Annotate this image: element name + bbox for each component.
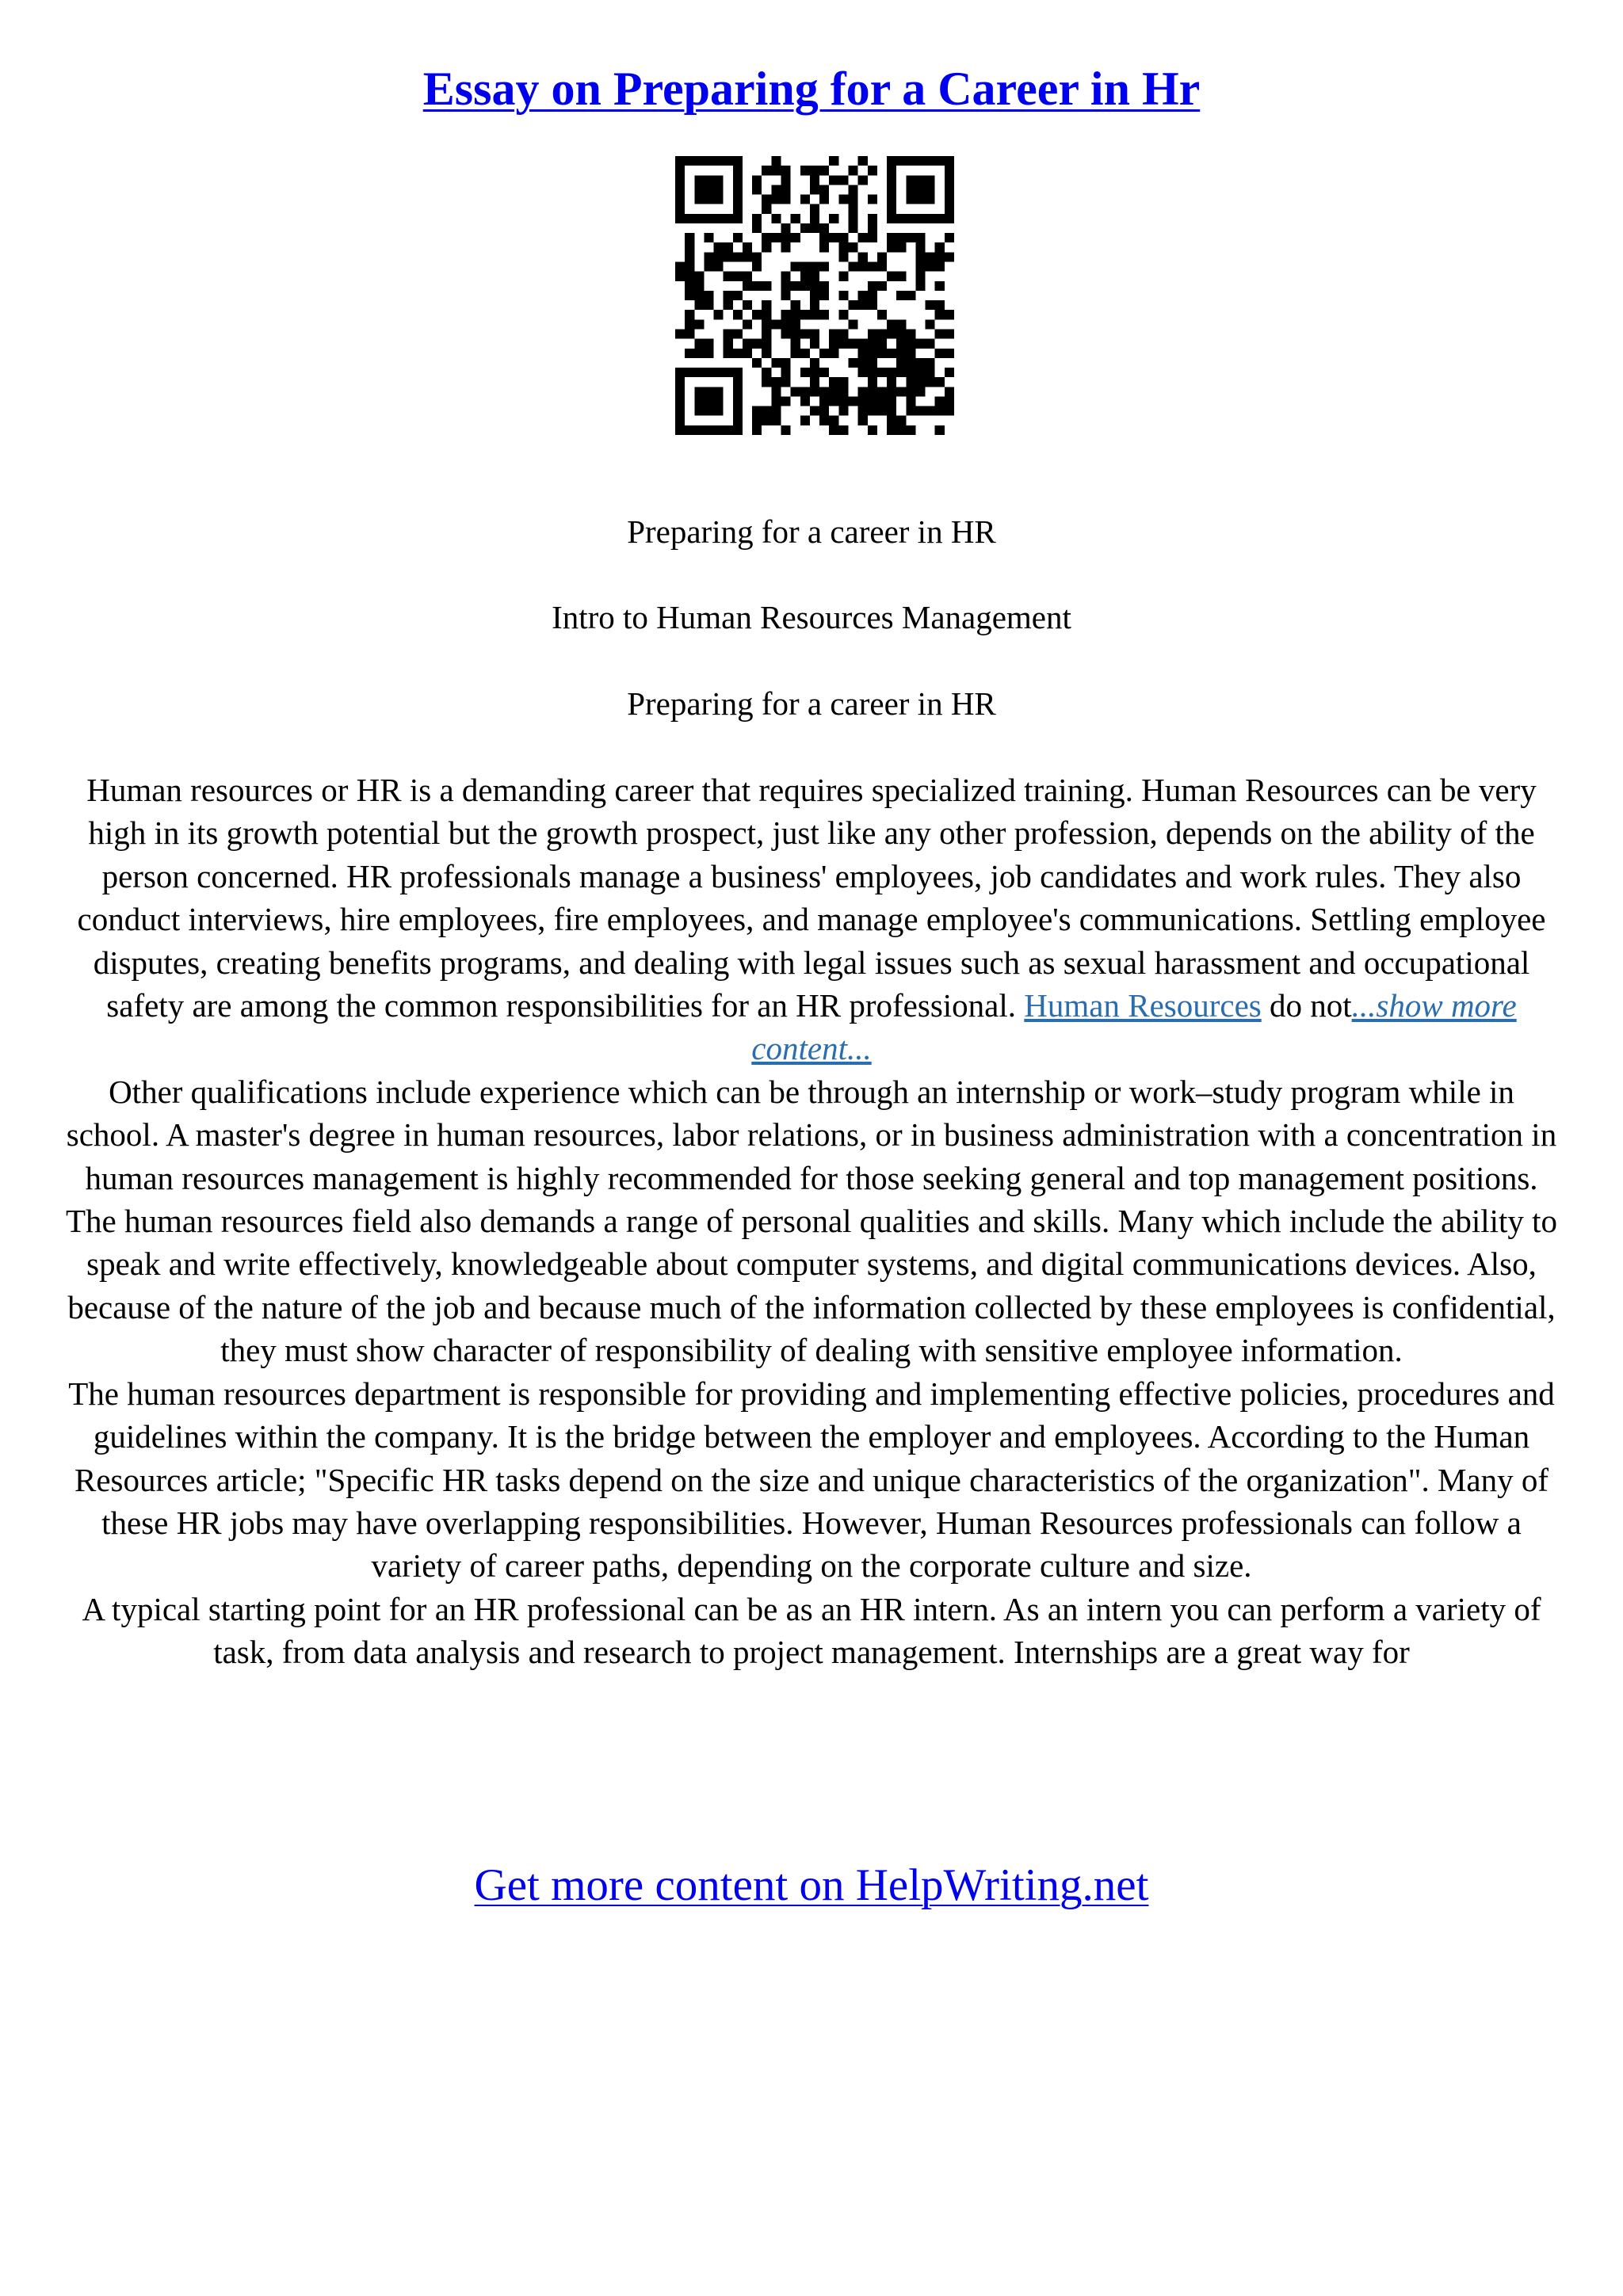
- paragraph-1-text: Human resources or HR is a demanding career that requires specialized training. Human Resources can be very high in its growth potential but the growth prospect, just like any other profession, depends on the ability of the person concerned. HR professionals manage a business' employees, job candidates and work rules. They also conduct interviews, hire employees, fire employees, and manage employee's communications. Settling employee disputes, creating benefits programs, and dealing with legal issues such as sexual harassment and occupational safety are among the common responsibilities for an HR professional.: [77, 772, 1546, 1024]
- title-link[interactable]: Essay on Preparing for a Career in Hr: [422, 63, 1201, 115]
- essay-body: [60, 769, 1563, 1674]
- paragraph-1-after-link: do not: [1261, 987, 1352, 1024]
- paragraph-2: Other qualifications include experience which can be through an internship or work–study program while in school. A master's degree in human resources, labor relations, or in business administration with a concentration in human resources management is highly recommended for those seeking general and top management positions. The human resources field also demands a range of personal qualities and skills. Many which include the ability to speak and write effectively, knowledgeable about computer systems, and digital communications devices. Also, because of the nature of the job and because much of the information collected by these employees is confidential, they must show character of responsibility of dealing with sensitive employee information.: [65, 1073, 1558, 1369]
- document-title: [0, 57, 1623, 120]
- qr-code-icon: [675, 156, 954, 435]
- human-resources-link[interactable]: Human Resources: [1024, 987, 1262, 1024]
- paragraph-4: A typical starting point for an HR professional can be as an HR intern. As an intern you can perform a variety of task, from data analysis and research to project management. Internships are a great way for: [82, 1590, 1541, 1671]
- paragraph-3: The human resources department is responsible for providing and implementing effective policies, procedures and guidelines within the company. It is the bridge between the employer and employees. According to the Human Resources article; "Specific HR tasks depend on the size and unique characteristics of the organization". Many of these HR jobs may have overlapping responsibilities. However, Human Resources professionals can follow a variety of career paths, depending on the corporate culture and size.: [68, 1375, 1555, 1585]
- footer: [0, 1858, 1623, 1913]
- get-more-content-link[interactable]: Get more content on HelpWriting.net: [474, 1860, 1149, 1910]
- heading-line-1: Preparing for a career in HR: [627, 513, 996, 550]
- paragraph-1: [60, 769, 1563, 1070]
- heading-line-2: Intro to Human Resources Management: [552, 599, 1071, 635]
- heading-line-3: Preparing for a career in HR: [627, 685, 996, 722]
- show-more-link[interactable]: ...show more content...: [751, 987, 1517, 1067]
